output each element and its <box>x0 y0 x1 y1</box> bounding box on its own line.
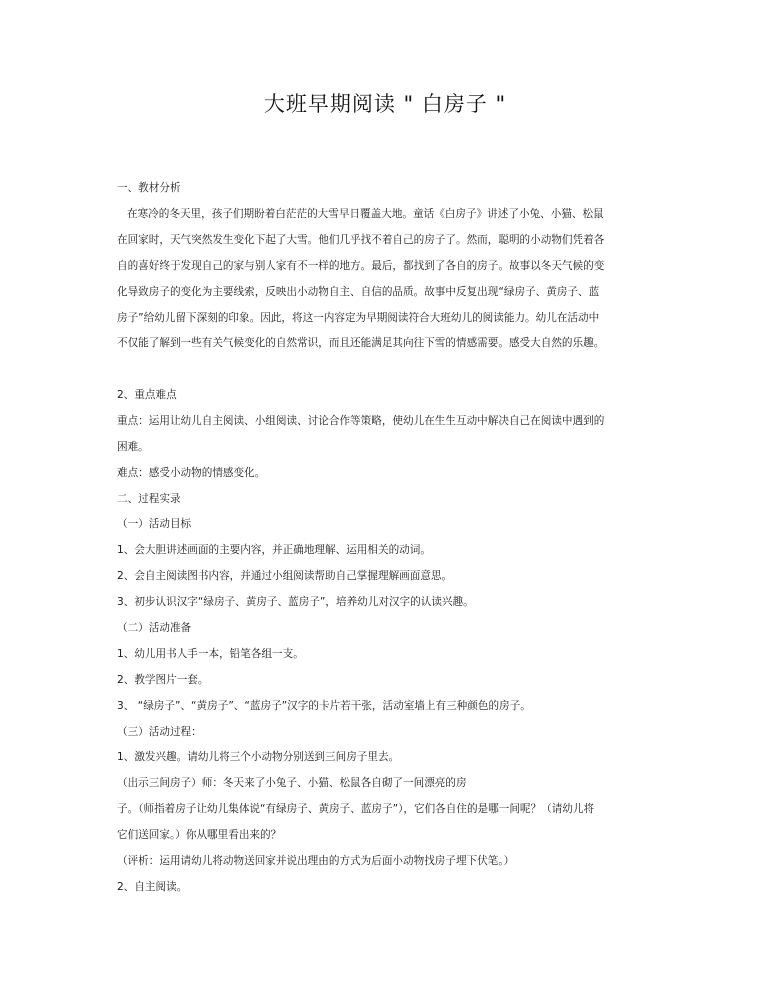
list-item: 2、教学图片一套。 <box>117 674 209 686</box>
list-item: 1、幼儿用书人手一本，铅笔各组一支。 <box>117 648 304 660</box>
paragraph-line: 子。（师指着房子让幼儿集体说“有绿房子、黄房子、蓝房子”），它们各自住的是哪一间呢？（请幼儿将 <box>117 803 595 815</box>
paragraph-line: 困难。 <box>117 441 149 453</box>
paragraph-line: 在寒冷的冬天里，孩子们期盼着白茫茫的大雪早日覆盖大地。童话《白房子》讲述了小兔、小猫、松鼠 <box>127 208 604 220</box>
list-item: 2、会自主阅读图书内容，并通过小组阅读帮助自己掌握理解画面意思。 <box>117 570 453 582</box>
paragraph-line: 不仅能了解到一些有关气候变化的自然常识，而且还能满足其向往下雪的情感需要。感受大自然的乐趣。 <box>117 337 605 349</box>
paragraph-line: 它们送回家。）你从哪里看出来的？ <box>117 829 282 841</box>
subsection-heading-goals: （一）活动目标 <box>117 518 192 530</box>
list-item: 2、自主阅读。 <box>117 881 188 893</box>
list-item: 1、会大胆讲述画面的主要内容，并正确地理解、运用相关的动词。 <box>117 544 431 556</box>
document-title: 大班早期阅读 " 白房子 " <box>263 92 507 116</box>
paragraph-line: 在回家时，天气突然发生变化下起了大雪。他们几乎找不着自己的房子了。然而，聪明的小动物们凭着各 <box>117 234 605 246</box>
paragraph-line: 重点：运用让幼儿自主阅读、小组阅读、讨论合作等策略，使幼儿在生生互动中解决自己在阅读中遇到的 <box>117 415 605 427</box>
paragraph-line: 化导致房子的变化为主要线索，反映出小动物自主、自信的品质。故事中反复出现“绿房子、黄房子、蓝 <box>117 286 600 298</box>
paragraph-line: 难点：感受小动物的情感变化。 <box>117 467 266 479</box>
list-item: 3、初步认识汉字“绿房子、黄房子、蓝房子”，培养幼儿对汉字的认读兴趣。 <box>117 596 474 608</box>
section-heading-key-points: 2、重点难点 <box>117 389 177 401</box>
commentary-line: （评析：运用请幼儿将动物送回家并说出理由的方式为后面小动物找房子埋下伏笔。） <box>117 855 515 867</box>
list-item: 3、 “绿房子”、“黄房子”、“蓝房子”汉字的卡片若干张，活动室墙上有三种颜色的房子。 <box>117 700 531 712</box>
paragraph-line: 房子”给幼儿留下深刻的印象。因此，将这一内容定为早期阅读符合大班幼儿的阅读能力。幼儿在活动中 <box>117 312 600 324</box>
subsection-heading-preparation: （二）活动准备 <box>117 622 192 634</box>
list-item: 1、激发兴趣。请幼儿将三个小动物分别送到三间房子里去。 <box>117 751 400 763</box>
section-heading-process: 二、过程实录 <box>117 493 181 505</box>
paragraph-line: 自的喜好终于发现自己的家与别人家有不一样的地方。最后，都找到了各自的房子。故事以冬天气候的变 <box>117 260 605 272</box>
section-heading-materials-analysis: 一、教材分析 <box>117 182 181 194</box>
paragraph-line: （出示三间房子）师：冬天来了小兔子、小猫、松鼠各自砌了一间漂亮的房 <box>117 777 467 789</box>
subsection-heading-procedure: （三）活动过程： <box>117 726 202 738</box>
